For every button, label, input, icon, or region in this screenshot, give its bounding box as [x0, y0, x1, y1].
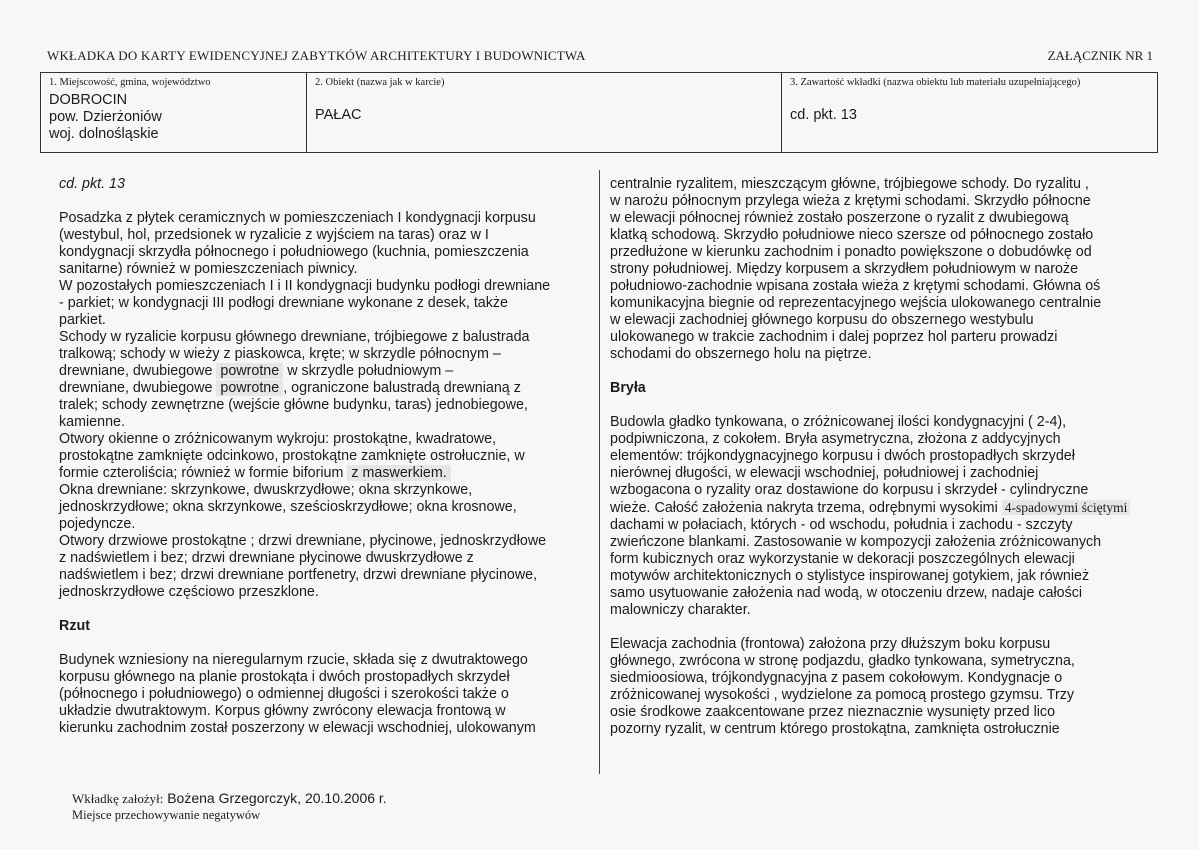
text-fragment: formie czteroliścia; również w formie biforium — [59, 465, 348, 481]
text-line: Okna drewniane: skrzynkowe, dwuskrzydłowe; okna skrzynkowe, — [59, 482, 473, 498]
bryla-paragraph — [610, 414, 1145, 499]
text-line: samo usytuowanie założenia nad wodą, w otoczeniu drzew, nadaje całości — [610, 585, 1083, 601]
text-line: Elewacja zachodnia (frontowa) założona przy dłuższym boku korpusu — [610, 636, 1051, 652]
text-line: Budowla gładko tynkowana, o zróżnicowanej ilości kondygnacyjni ( 2-4), — [610, 414, 1067, 430]
locality-label: 1. Miejscowość, gmina, województwo — [49, 77, 211, 88]
text-line: komunikacyjna biegnie od reprezentacyjnego wejścia ulokowanego centralnie — [610, 295, 1102, 311]
text-line: Otwory okienne o zróżnicowanym wykroju: prostokątne, kwadratowe, — [59, 431, 497, 447]
text-line: prostokątne zamknięte odcinkowo, prostokątne zamknięte ostrołucznie, w — [59, 448, 525, 464]
text-line: ulokowanego w trakcie zachodnim i dalej poprzez hol parteru prowadzi — [610, 329, 1058, 345]
text-line: zróżnicowanej wysokości , wydzielone za pomocą prostego gzymsu. Trzy — [610, 687, 1075, 703]
spacer — [610, 619, 1145, 636]
text-fragment: drewniane, dwubiegowe — [59, 380, 213, 396]
text-line: motywów architektonicznych o stylistyce inspirowanej gotykiem, jak również — [610, 568, 1090, 584]
text-line: siedmioosiowa, trójkondygnacyjna z pasem cokołowym. Kondygnacje o — [610, 670, 1063, 686]
rzut-paragraph — [59, 652, 589, 737]
text-line: Otwory drzwiowe prostokątne ; drzwi drewniane, płycinowe, jednoskrzydłowe — [59, 533, 547, 549]
text-line: podpiwniczona, z cokołem. Bryła asymetryczna, złożona z addycyjnych — [610, 431, 1061, 447]
right-paragraph — [610, 176, 1145, 363]
text-line: jednoskrzydłowe częściowo przeszklone. — [59, 584, 319, 600]
text-line: osie środkowe zaakcentowane przez nieznacznie wysunięty przed lico — [610, 704, 1056, 720]
text-line: jednoskrzydłowe; okna skrzynkowe, sześcioskrzydłowe; okna krosnowe, — [59, 499, 517, 515]
text-line: dachami w połaciach, których - od wschodu, południa i zachodu - szczyty — [610, 517, 1073, 533]
left-paragraph — [59, 482, 589, 601]
text-line: w elewacji północnej również zostało poszerzone o ryzalit z dwubiegową — [610, 210, 1069, 226]
contents-label: 3. Zawartość wkładki (nazwa obiektu lub materiału uzupełniającego) — [790, 77, 1081, 88]
text-line: południowo-zachodnie wpisana została wieża z krętymi schodami. Główna oś — [610, 278, 1101, 294]
object-value: PAŁAC — [315, 107, 362, 123]
section-heading-rzut: Rzut — [59, 618, 90, 634]
text-line: Posadzka z płytek ceramicznych w pomieszczeniach I kondygnacji korpusu — [59, 210, 536, 226]
text-fragment: drewniane, dwubiegowe — [59, 363, 213, 379]
object-cell — [306, 73, 781, 152]
form-title: WKŁADKA DO KARTY EWIDENCYJNEJ ZABYTKÓW ARCHITEKTURY I BUDOWNICTWA — [47, 48, 586, 63]
text-line: (północnego i południowego) o odmiennej długości i szerokości także o — [59, 686, 509, 702]
text-line: strony południowej. Między korpusem a skrzydłem południowym w narożе — [610, 261, 1079, 277]
text-line: klatką schodową. Skrzydło południowe nieco szersze od północnego zostało — [610, 227, 1094, 243]
text-line: elementów: trójkondygnacyjnego korpusu i dwóch prostopadłych skrzydeł — [610, 448, 1075, 464]
locality-line: pow. Dzierżoniów — [49, 109, 162, 125]
text-line — [610, 499, 1145, 517]
pasted-correction: 4-spadowymi ściętymi — [1002, 500, 1131, 515]
text-fragment: wieże. Całość założenia nakryta trzema, odrębnymi wysokimi — [610, 500, 1002, 516]
contents-value: cd. pkt. 13 — [790, 107, 857, 123]
text-line: schodami do obszernego holu na piętrze. — [610, 346, 872, 362]
west-elevation-paragraph — [610, 636, 1145, 738]
text-line: głównego, zwrócona w stronę podjazdu, gładko tynkowana, symetryczna, — [610, 653, 1075, 669]
left-paragraph — [59, 397, 589, 465]
text-line: zwieńczone blankami. Zastosowanie w kompozycji założenia zróżnicowanych — [610, 534, 1102, 550]
locality-line: DOBROCIN — [49, 92, 128, 108]
author-label: Wkładkę założył: — [72, 791, 164, 806]
spacer — [610, 397, 1145, 414]
text-line: pozorny ryzalit, w centrum którego prostokątna, zamknięta ostrołucznie — [610, 721, 1060, 737]
author-line — [72, 790, 387, 807]
section-heading-bryla: Bryła — [610, 380, 646, 396]
locality-cell — [41, 73, 306, 152]
spacer — [59, 601, 589, 618]
author-value: Bożena Grzegorczyk, 20.10.2006 r. — [163, 790, 387, 806]
text-line: kondygnacji skrzydła północnego i południowego (kuchnia, pomieszczenia — [59, 244, 529, 260]
text-line: kierunku zachodnim został poszerzony w elewacji wschodniej, ulokowanym — [59, 720, 536, 736]
text-line: form kubicznych oraz wykorzystanie w dekoracji poszczególnych elewacji — [610, 551, 1075, 567]
column-divider — [599, 170, 600, 774]
text-line — [59, 363, 589, 380]
text-line: W pozostałych pomieszczeniach I i II kondygnacji budynku podłogi drewniane — [59, 278, 551, 294]
right-column — [610, 176, 1145, 738]
header-table — [40, 72, 1158, 153]
text-line: z nadświetlem i bez; drzwi drewniane płycinowe dwuskrzydłowe z — [59, 550, 474, 566]
text-fragment: , ograniczone balustradą drewnianą z — [283, 380, 521, 396]
pasted-correction: powrotne — [216, 380, 283, 396]
text-line: korpusu głównego na planie prostokąta i dwóch prostopadłych skrzydeł — [59, 669, 510, 685]
text-line — [59, 465, 589, 482]
text-line — [59, 380, 589, 397]
text-line: tralek; schody zewnętrzne (wejście główne budynku, taras) jednobiegowe, — [59, 397, 528, 413]
text-line: układzie dwutraktowym. Korpus główny zwrócony elewacja frontową w — [59, 703, 506, 719]
text-line: malowniczy charakter. — [610, 602, 751, 618]
text-line: pojedyncze. — [59, 516, 136, 532]
spacer — [59, 635, 589, 652]
text-line: w elewacji zachodniej głównego korpusu do obszernego westybulu — [610, 312, 1034, 328]
text-line: parkiet. — [59, 312, 106, 328]
bryla-paragraph — [610, 517, 1145, 619]
text-line: kamienne. — [59, 414, 125, 430]
object-label: 2. Obiekt (nazwa jak w karcie) — [315, 77, 445, 88]
text-line: Budynek wzniesiony na nieregularnym rzucie, składa się z dwutraktowego — [59, 652, 528, 668]
text-line: centralnie ryzalitem, mieszczącym główne, trójbiegowe schody. Do ryzalitu , — [610, 176, 1089, 192]
left-column — [59, 176, 589, 737]
text-line: sanitarne) również w pomieszczeniach piwnicy. — [59, 261, 358, 277]
locality-line: woj. dolnośląskie — [49, 126, 159, 142]
text-line: wzbogacona o ryzality oraz dostawione do korpusu i skrzydeł - cylindryczne — [610, 482, 1089, 498]
text-fragment: w skrzydle południowym – — [283, 363, 454, 379]
text-line: przedłużone w kierunku zachodnim i ponadto powiększone o dobudówkę od — [610, 244, 1092, 260]
spacer — [610, 363, 1145, 380]
attachment-number: ZAŁĄCZNIK NR 1 — [1047, 48, 1153, 63]
contents-cell — [781, 73, 1157, 152]
pasted-correction: powrotne — [216, 363, 283, 379]
pasted-correction: z maswerkiem. — [347, 465, 450, 481]
spacer — [59, 193, 589, 210]
text-line: nadświetlem i bez; drzwi drewniane portfenetry, drzwi drewniane płycinowe, — [59, 567, 538, 583]
negatives-location: Miejsce przechowywanie negatywów — [72, 808, 261, 822]
text-line: Schody w ryzalicie korpusu głównego drewniane, trójbiegowe z balustrada — [59, 329, 530, 345]
text-line: w narożu północnym przylega wieża z krętymi schodami. Skrzydło północne — [610, 193, 1091, 209]
text-line: - parkiet; w kondygnacji III podłogi drewniane wykonane z desek, także — [59, 295, 509, 311]
text-line: tralkową; schody w wieży z piaskowca, kręte; w skrzydle północnym – — [59, 346, 501, 362]
continuation-heading: cd. pkt. 13 — [59, 176, 125, 192]
text-line: (westybul, hol, przedsionek w ryzalicie z wyjściem na taras) oraz w I — [59, 227, 489, 243]
text-line: nierównej długości, w elewacji wschodniej, południowej i zachodniej — [610, 465, 1039, 481]
left-paragraph — [59, 210, 589, 363]
